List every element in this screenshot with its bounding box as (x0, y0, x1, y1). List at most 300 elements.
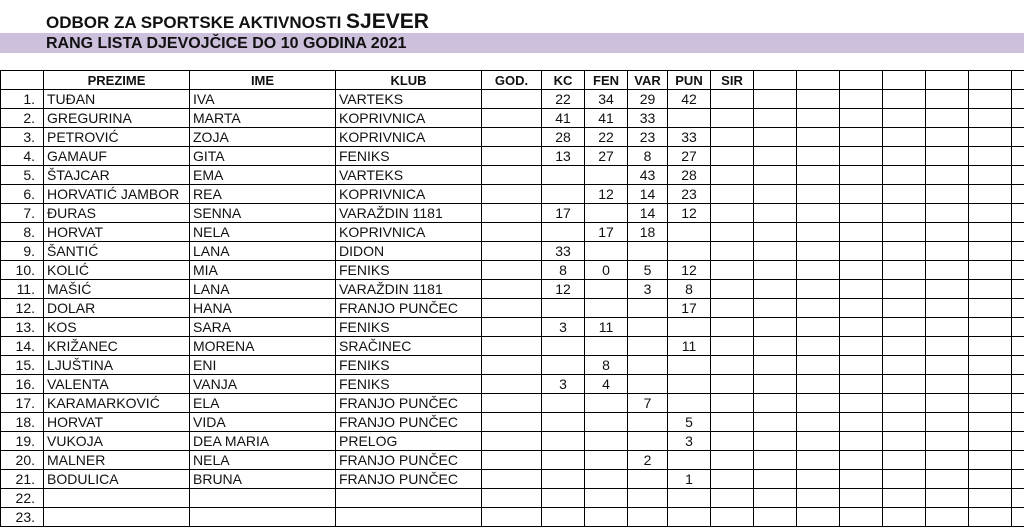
cell-klub: SRAČINEC (336, 337, 482, 356)
cell-blank (883, 147, 926, 166)
cell-pun: 17 (668, 299, 711, 318)
cell-kc: 33 (542, 242, 585, 261)
cell-blank (883, 242, 926, 261)
cell-fen: 0 (585, 261, 628, 280)
cell-blank (840, 242, 883, 261)
cell-klub (336, 489, 482, 508)
cell-kc: 13 (542, 147, 585, 166)
cell-var (628, 413, 668, 432)
cell-ime: SARA (190, 318, 336, 337)
header-cell-rank (1, 71, 44, 90)
cell-blank (1012, 223, 1024, 242)
cell-blank (797, 451, 840, 470)
cell-blank (840, 489, 883, 508)
cell-blank (754, 280, 797, 299)
cell-var (628, 318, 668, 337)
cell-kc: 41 (542, 109, 585, 128)
cell-klub: FRANJO PUNČEC (336, 394, 482, 413)
cell-blank (969, 337, 1012, 356)
cell-var: 29 (628, 90, 668, 109)
cell-blank (926, 147, 969, 166)
cell-blank (754, 413, 797, 432)
cell-blank (883, 432, 926, 451)
cell-blank (969, 470, 1012, 489)
cell-blank (926, 451, 969, 470)
cell-var: 43 (628, 166, 668, 185)
cell-blank (840, 166, 883, 185)
cell-blank (797, 508, 840, 527)
cell-var (628, 508, 668, 527)
cell-kc: 22 (542, 90, 585, 109)
cell-blank (754, 261, 797, 280)
cell-var: 23 (628, 128, 668, 147)
cell-kc (542, 337, 585, 356)
cell-rb: 21. (1, 470, 44, 489)
cell-fen: 22 (585, 128, 628, 147)
header-cell-prezime: PREZIME (44, 71, 190, 90)
cell-ime: NELA (190, 451, 336, 470)
cell-pun: 23 (668, 185, 711, 204)
table-row (1, 166, 1024, 185)
cell-fen (585, 489, 628, 508)
cell-prezime: ĐURAS (44, 204, 190, 223)
cell-blank (969, 185, 1012, 204)
cell-klub: KOPRIVNICA (336, 128, 482, 147)
cell-kc: 12 (542, 280, 585, 299)
cell-god (482, 280, 542, 299)
cell-fen (585, 451, 628, 470)
cell-prezime: VALENTA (44, 375, 190, 394)
cell-blank (797, 261, 840, 280)
cell-klub (336, 508, 482, 527)
cell-blank (969, 90, 1012, 109)
cell-pun (668, 242, 711, 261)
cell-blank (883, 90, 926, 109)
cell-prezime: KRIŽANEC (44, 337, 190, 356)
cell-ime: LANA (190, 280, 336, 299)
table-row (1, 470, 1024, 489)
cell-rb: 20. (1, 451, 44, 470)
cell-rb: 5. (1, 166, 44, 185)
cell-blank (969, 375, 1012, 394)
cell-blank (797, 109, 840, 128)
cell-var: 14 (628, 204, 668, 223)
cell-pun: 12 (668, 261, 711, 280)
cell-kc (542, 489, 585, 508)
cell-blank (797, 280, 840, 299)
cell-blank (926, 90, 969, 109)
cell-sir (711, 451, 754, 470)
table-row (1, 261, 1024, 280)
cell-god (482, 242, 542, 261)
cell-blank (754, 375, 797, 394)
cell-rb: 2. (1, 109, 44, 128)
header-cell-blank (754, 71, 797, 90)
cell-pun: 8 (668, 280, 711, 299)
cell-sir (711, 432, 754, 451)
cell-blank (1012, 489, 1024, 508)
cell-pun: 42 (668, 90, 711, 109)
cell-rb: 19. (1, 432, 44, 451)
cell-sir (711, 90, 754, 109)
cell-rb: 14. (1, 337, 44, 356)
cell-blank (1012, 318, 1024, 337)
cell-prezime: ŠANTIĆ (44, 242, 190, 261)
cell-blank (926, 109, 969, 128)
cell-pun: 5 (668, 413, 711, 432)
table-row (1, 147, 1024, 166)
table-row (1, 109, 1024, 128)
cell-sir (711, 147, 754, 166)
cell-blank (926, 356, 969, 375)
table-row (1, 508, 1024, 527)
cell-prezime (44, 489, 190, 508)
cell-fen: 12 (585, 185, 628, 204)
table-row (1, 299, 1024, 318)
cell-var: 7 (628, 394, 668, 413)
cell-blank (840, 223, 883, 242)
cell-klub: FRANJO PUNČEC (336, 470, 482, 489)
cell-prezime: MALNER (44, 451, 190, 470)
cell-blank (969, 451, 1012, 470)
cell-god (482, 185, 542, 204)
cell-pun: 27 (668, 147, 711, 166)
cell-klub: VARAŽDIN 1181 (336, 204, 482, 223)
cell-blank (754, 318, 797, 337)
header-cell-fen: FEN (585, 71, 628, 90)
cell-blank (1012, 147, 1024, 166)
cell-klub: FENIKS (336, 147, 482, 166)
cell-blank (840, 470, 883, 489)
cell-blank (1012, 432, 1024, 451)
table-row (1, 375, 1024, 394)
cell-var (628, 356, 668, 375)
cell-blank (926, 299, 969, 318)
cell-blank (840, 375, 883, 394)
cell-pun: 1 (668, 470, 711, 489)
cell-prezime: VUKOJA (44, 432, 190, 451)
cell-blank (754, 204, 797, 223)
title-prefix: ODBOR ZA SPORTSKE AKTIVNOSTI (46, 13, 342, 32)
cell-fen (585, 508, 628, 527)
cell-prezime: HORVAT (44, 223, 190, 242)
cell-blank (797, 394, 840, 413)
cell-blank (969, 356, 1012, 375)
cell-ime: IVA (190, 90, 336, 109)
cell-blank (883, 356, 926, 375)
cell-blank (1012, 470, 1024, 489)
cell-var (628, 470, 668, 489)
cell-fen: 8 (585, 356, 628, 375)
cell-klub: VARAŽDIN 1181 (336, 280, 482, 299)
cell-kc: 28 (542, 128, 585, 147)
cell-blank (754, 128, 797, 147)
cell-blank (1012, 128, 1024, 147)
cell-klub: FRANJO PUNČEC (336, 413, 482, 432)
cell-ime: ZOJA (190, 128, 336, 147)
cell-ime: MIA (190, 261, 336, 280)
cell-klub: KOPRIVNICA (336, 109, 482, 128)
cell-rb: 18. (1, 413, 44, 432)
cell-kc: 3 (542, 318, 585, 337)
header-cell-kc: KC (542, 71, 585, 90)
cell-ime: REA (190, 185, 336, 204)
cell-blank (1012, 242, 1024, 261)
cell-blank (754, 90, 797, 109)
cell-rb: 23. (1, 508, 44, 527)
cell-blank (1012, 185, 1024, 204)
header-cell-sir: SIR (711, 71, 754, 90)
cell-sir (711, 508, 754, 527)
cell-god (482, 356, 542, 375)
table-row (1, 204, 1024, 223)
cell-god (482, 337, 542, 356)
cell-fen: 34 (585, 90, 628, 109)
cell-var (628, 242, 668, 261)
cell-kc (542, 166, 585, 185)
cell-blank (969, 508, 1012, 527)
cell-ime (190, 508, 336, 527)
cell-kc: 3 (542, 375, 585, 394)
cell-blank (969, 204, 1012, 223)
cell-god (482, 432, 542, 451)
cell-klub: KOPRIVNICA (336, 185, 482, 204)
cell-kc (542, 223, 585, 242)
cell-god (482, 489, 542, 508)
cell-god (482, 318, 542, 337)
table-row (1, 451, 1024, 470)
cell-pun (668, 318, 711, 337)
cell-prezime: GREGURINA (44, 109, 190, 128)
cell-blank (883, 261, 926, 280)
cell-blank (926, 166, 969, 185)
cell-sir (711, 375, 754, 394)
cell-klub: VARTEKS (336, 90, 482, 109)
cell-sir (711, 337, 754, 356)
cell-blank (926, 413, 969, 432)
cell-fen (585, 204, 628, 223)
cell-rb: 22. (1, 489, 44, 508)
cell-blank (754, 451, 797, 470)
cell-blank (926, 128, 969, 147)
cell-ime: ELA (190, 394, 336, 413)
cell-blank (926, 223, 969, 242)
cell-blank (797, 185, 840, 204)
cell-blank (840, 318, 883, 337)
cell-rb: 12. (1, 299, 44, 318)
cell-blank (969, 109, 1012, 128)
cell-blank (969, 166, 1012, 185)
cell-prezime: KOS (44, 318, 190, 337)
cell-ime: BRUNA (190, 470, 336, 489)
cell-sir (711, 413, 754, 432)
cell-fen (585, 337, 628, 356)
cell-pun (668, 508, 711, 527)
cell-blank (840, 413, 883, 432)
cell-blank (969, 128, 1012, 147)
cell-blank (926, 185, 969, 204)
cell-god (482, 147, 542, 166)
cell-klub: FENIKS (336, 375, 482, 394)
header-cell-blank (969, 71, 1012, 90)
cell-blank (797, 128, 840, 147)
cell-blank (797, 204, 840, 223)
header-cell-klub: KLUB (336, 71, 482, 90)
cell-sir (711, 299, 754, 318)
cell-blank (754, 299, 797, 318)
cell-fen: 11 (585, 318, 628, 337)
cell-var (628, 489, 668, 508)
cell-rb: 13. (1, 318, 44, 337)
table-row (1, 356, 1024, 375)
cell-prezime: HORVATIĆ JAMBOR (44, 185, 190, 204)
cell-blank (1012, 451, 1024, 470)
table-row (1, 280, 1024, 299)
cell-ime: EMA (190, 166, 336, 185)
cell-god (482, 508, 542, 527)
cell-blank (1012, 413, 1024, 432)
cell-rb: 16. (1, 375, 44, 394)
cell-blank (883, 508, 926, 527)
header-cell-blank (840, 71, 883, 90)
cell-sir (711, 109, 754, 128)
cell-klub: FENIKS (336, 261, 482, 280)
table-row (1, 128, 1024, 147)
cell-fen (585, 432, 628, 451)
cell-ime: VIDA (190, 413, 336, 432)
cell-blank (840, 337, 883, 356)
cell-god (482, 90, 542, 109)
cell-blank (883, 413, 926, 432)
cell-pun (668, 223, 711, 242)
cell-ime: DEA MARIA (190, 432, 336, 451)
cell-blank (840, 128, 883, 147)
title-region: SJEVER (346, 10, 429, 33)
cell-klub: VARTEKS (336, 166, 482, 185)
cell-klub: FRANJO PUNČEC (336, 299, 482, 318)
cell-fen (585, 413, 628, 432)
cell-blank (883, 451, 926, 470)
cell-klub: PRELOG (336, 432, 482, 451)
cell-ime: MARTA (190, 109, 336, 128)
cell-var (628, 432, 668, 451)
cell-blank (754, 356, 797, 375)
cell-var: 8 (628, 147, 668, 166)
cell-kc (542, 394, 585, 413)
cell-prezime: TUĐAN (44, 90, 190, 109)
cell-fen (585, 166, 628, 185)
cell-var: 14 (628, 185, 668, 204)
cell-blank (797, 489, 840, 508)
cell-blank (840, 508, 883, 527)
cell-god (482, 299, 542, 318)
table-row (1, 394, 1024, 413)
cell-blank (883, 375, 926, 394)
cell-prezime: MAŠIĆ (44, 280, 190, 299)
cell-prezime: PETROVIĆ (44, 128, 190, 147)
cell-god (482, 470, 542, 489)
cell-god (482, 166, 542, 185)
cell-blank (883, 223, 926, 242)
cell-ime (190, 489, 336, 508)
cell-ime: HANA (190, 299, 336, 318)
cell-blank (969, 280, 1012, 299)
cell-blank (1012, 375, 1024, 394)
cell-var: 2 (628, 451, 668, 470)
cell-fen: 27 (585, 147, 628, 166)
cell-ime: VANJA (190, 375, 336, 394)
cell-rb: 9. (1, 242, 44, 261)
cell-blank (969, 299, 1012, 318)
cell-prezime: ŠTAJCAR (44, 166, 190, 185)
cell-blank (754, 489, 797, 508)
cell-blank (969, 489, 1012, 508)
cell-pun (668, 109, 711, 128)
cell-god (482, 128, 542, 147)
cell-god (482, 261, 542, 280)
cell-blank (1012, 109, 1024, 128)
cell-blank (883, 318, 926, 337)
cell-ime: LANA (190, 242, 336, 261)
cell-klub: FENIKS (336, 318, 482, 337)
cell-pun (668, 451, 711, 470)
header-cell-pun: PUN (668, 71, 711, 90)
cell-blank (797, 356, 840, 375)
cell-sir (711, 470, 754, 489)
cell-ime: NELA (190, 223, 336, 242)
cell-kc (542, 413, 585, 432)
cell-blank (797, 166, 840, 185)
cell-blank (797, 432, 840, 451)
cell-blank (1012, 299, 1024, 318)
cell-pun (668, 356, 711, 375)
cell-blank (754, 185, 797, 204)
cell-pun: 33 (668, 128, 711, 147)
cell-sir (711, 223, 754, 242)
cell-fen (585, 394, 628, 413)
cell-blank (883, 394, 926, 413)
cell-blank (969, 413, 1012, 432)
cell-blank (926, 204, 969, 223)
cell-klub: FRANJO PUNČEC (336, 451, 482, 470)
cell-blank (883, 128, 926, 147)
cell-blank (969, 223, 1012, 242)
cell-blank (883, 280, 926, 299)
header-cell-blank (926, 71, 969, 90)
cell-blank (1012, 337, 1024, 356)
table-row (1, 318, 1024, 337)
cell-blank (926, 508, 969, 527)
cell-rb: 1. (1, 90, 44, 109)
cell-prezime: GAMAUF (44, 147, 190, 166)
cell-rb: 10. (1, 261, 44, 280)
cell-blank (926, 394, 969, 413)
cell-blank (754, 166, 797, 185)
cell-kc (542, 451, 585, 470)
cell-kc: 17 (542, 204, 585, 223)
cell-blank (883, 489, 926, 508)
cell-blank (1012, 280, 1024, 299)
header-cell-blank (797, 71, 840, 90)
cell-blank (840, 451, 883, 470)
cell-blank (969, 432, 1012, 451)
cell-prezime: KARAMARKOVIĆ (44, 394, 190, 413)
cell-blank (883, 204, 926, 223)
cell-blank (926, 337, 969, 356)
cell-blank (797, 470, 840, 489)
cell-sir (711, 356, 754, 375)
table-row (1, 432, 1024, 451)
